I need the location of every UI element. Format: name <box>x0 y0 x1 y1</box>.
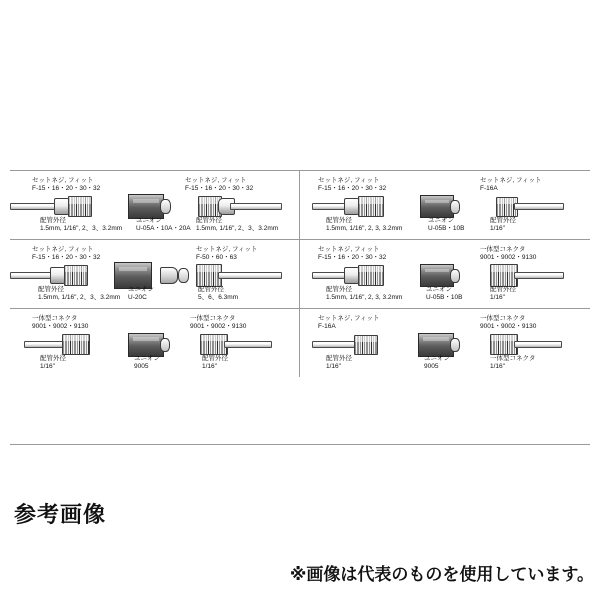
cell-label-bottom-right: 配管外径 1/16" <box>202 354 228 370</box>
diagram-cell <box>300 171 590 239</box>
ferrule-ring <box>450 338 460 352</box>
cell-label-bottom-right: 配管外径 5、6、6.3mm <box>198 285 239 301</box>
connector-nut-left <box>62 334 90 355</box>
cell-label-bottom-left: 配管外径 1.5mm, 1/16", 2、3、3.2mm <box>40 217 123 233</box>
union-body <box>420 195 454 218</box>
fitting-nut-left <box>354 335 378 355</box>
representative-image-note: ※画像は代表のものを使用しています。 <box>289 565 594 584</box>
union-body <box>128 333 164 357</box>
cell-label-bottom-center: ユニオン 9005 <box>424 354 450 370</box>
cell-label-top-left: セットネジ, フィット F-15・16・20・30・32 <box>318 177 387 193</box>
diagram-row <box>10 240 590 309</box>
diagram-cell <box>10 171 300 239</box>
tube-right <box>514 203 564 210</box>
diagram-cell <box>300 240 590 308</box>
union-body <box>420 264 454 287</box>
ferrule-cone <box>160 267 178 284</box>
cell-label-bottom-left: 配管外径 1.5mm, 1/16", 2, 3, 3.2mm <box>326 217 403 233</box>
cell-label-bottom-center: ユニオン U-05A・10A・20A <box>136 217 191 233</box>
cell-label-bottom-center: ユニオン U-05B・10B <box>428 217 465 233</box>
ferrule-ring <box>178 268 189 283</box>
cell-label-bottom-center: ユニオン U-20C <box>128 285 154 301</box>
tube-left <box>10 203 60 210</box>
cell-label-bottom-right: 配管外径 1.5mm, 1/16", 2、3、3.2mm <box>196 217 279 233</box>
fitting-nut-left <box>358 196 384 217</box>
cell-label-top-left: セットネジ, フィット F-15・16・20・30・32 <box>318 245 387 261</box>
ferrule-ring <box>450 269 460 283</box>
reference-image-title: 参考画像 <box>14 502 107 527</box>
cell-label-top-right: セットネジ, フィット F-16A <box>480 177 542 193</box>
cell-label-top-left: セットネジ, フィット F-15・16・20・30・32 <box>32 245 101 261</box>
diagram-cell <box>10 309 300 378</box>
cell-label-bottom-center: ユニオン 9005 <box>134 354 160 370</box>
union-body <box>114 262 152 289</box>
cell-label-top-left: セットネジ, フィット F-16A <box>318 314 380 330</box>
cell-label-top-left: 一体型コネクタ 9001・9002・9130 <box>32 314 89 330</box>
cell-label-top-left: セットネジ, フィット F-15・16・20・30・32 <box>32 177 101 193</box>
fitting-nut-left <box>68 196 92 217</box>
tube-right <box>230 203 282 210</box>
diagram-cell <box>10 240 300 308</box>
union-body <box>128 194 164 219</box>
fitting-assembly-diagram <box>10 170 590 445</box>
ferrule-ring <box>450 200 460 214</box>
cell-label-top-right: 一体型コネクタ 9001・9002・9130 <box>190 314 247 330</box>
cell-label-bottom-right: 配管外径 1/16" <box>490 217 516 233</box>
cell-label-bottom-right: 配管外径 1/16" <box>490 285 516 301</box>
cell-label-bottom-left: 配管外径 1.5mm, 1/16", 2, 3, 3.2mm <box>326 285 403 301</box>
cell-label-top-right: セットネジ, フィット F-15・16・20・30・32 <box>185 177 254 193</box>
ferrule-ring <box>160 199 171 214</box>
tube-right <box>218 272 282 279</box>
diagram-row <box>10 309 590 378</box>
diagram-row <box>10 171 590 240</box>
cell-label-top-right: 一体型コネクタ 9001・9002・9130 <box>480 314 537 330</box>
diagram-cell <box>300 309 590 378</box>
cell-label-bottom-left: 配管外径 1.5mm, 1/16", 2、3、3.2mm <box>38 285 121 301</box>
tube-left <box>312 341 358 348</box>
fitting-nut-left <box>64 265 88 286</box>
cell-label-bottom-right: 一体型コネクタ 1/16" <box>490 354 536 370</box>
fitting-nut-left <box>358 265 384 286</box>
union-body <box>418 333 454 357</box>
cell-label-bottom-left: 配管外径 1/16" <box>326 354 352 370</box>
ferrule-ring <box>160 338 170 352</box>
cell-label-bottom-center: ユニオン U-05B・10B <box>426 285 463 301</box>
cell-label-top-right: 一体型コネクタ 9001・9002・9130 <box>480 245 537 261</box>
tube-right <box>514 272 564 279</box>
cell-label-bottom-left: 配管外径 1/16" <box>40 354 66 370</box>
tube-right <box>514 341 562 348</box>
cell-label-top-right: セットネジ, フィット F-50・60・63 <box>196 245 258 261</box>
tube-right <box>224 341 272 348</box>
